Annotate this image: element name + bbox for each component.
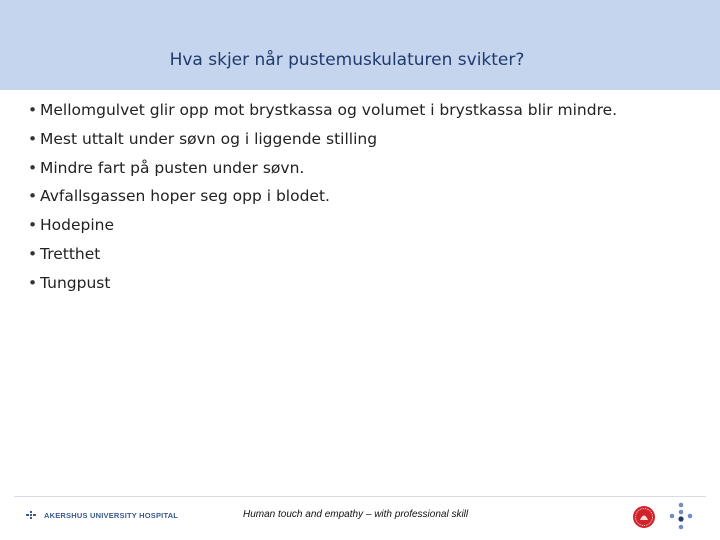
blue-dots-cross-icon bbox=[666, 501, 696, 531]
bullet-marker: • bbox=[28, 129, 38, 148]
bullet-marker: • bbox=[28, 244, 38, 263]
slide-title: Hva skjer når pustemuskulaturen svikter? bbox=[169, 50, 525, 70]
bullet-item bbox=[28, 96, 617, 125]
bullet-marker: • bbox=[28, 273, 38, 292]
bullet-item bbox=[28, 211, 617, 240]
bullet-item bbox=[28, 182, 617, 211]
organization-name: AKERSHUS UNIVERSITY HOSPITAL bbox=[44, 510, 179, 520]
hospital-logo-icon bbox=[26, 510, 40, 520]
bullet-text: Tungpust bbox=[40, 273, 111, 292]
footer bbox=[0, 497, 720, 540]
bullet-item bbox=[28, 154, 617, 183]
bullet-text: Tretthet bbox=[40, 244, 101, 263]
bullet-text: Mest uttalt under søvn og i liggende stilling bbox=[40, 129, 378, 148]
red-seal-icon bbox=[632, 505, 656, 529]
bullet-marker: • bbox=[28, 187, 38, 206]
bullet-marker: • bbox=[28, 158, 38, 177]
bullet-item bbox=[28, 125, 617, 154]
bullet-text: Avfallsgassen hoper seg opp i blodet. bbox=[40, 187, 330, 206]
bullet-text: Mindre fart på pusten under søvn. bbox=[40, 158, 305, 177]
hospital-logo bbox=[26, 510, 178, 520]
footer-tagline: Human touch and empathy – with professional skill bbox=[243, 509, 469, 520]
bullet-list bbox=[28, 96, 617, 298]
bullet-marker: • bbox=[28, 101, 38, 119]
bullet-item bbox=[28, 269, 617, 298]
bullet-text: Mellomgulvet glir opp mot brystkassa og volumet i brystkassa blir mindre. bbox=[40, 101, 618, 119]
bullet-text: Hodepine bbox=[40, 216, 115, 235]
title-band bbox=[0, 0, 720, 90]
bullet-marker: • bbox=[28, 216, 38, 235]
bullet-item bbox=[28, 240, 617, 269]
